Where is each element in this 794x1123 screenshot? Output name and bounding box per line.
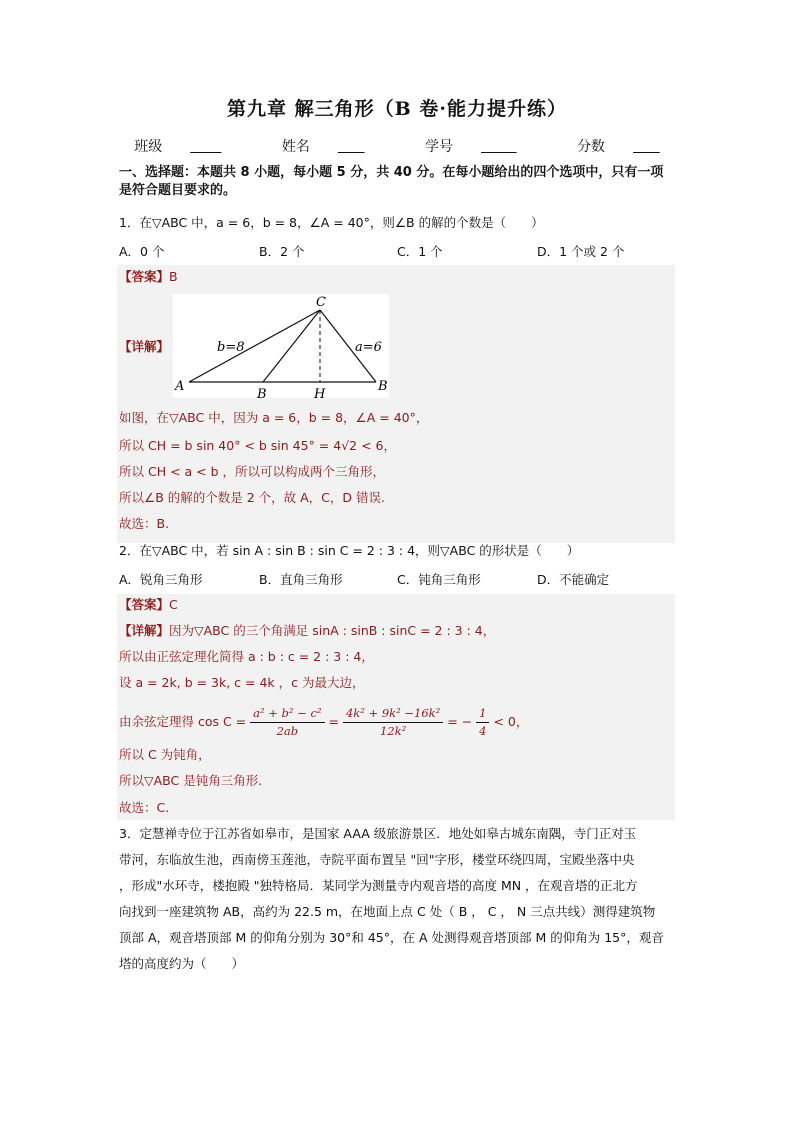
class-label: 班级: [134, 139, 163, 155]
q1-detail-tag: 【详解】: [119, 339, 170, 354]
q2-option-b: B．直角三角形: [259, 572, 343, 587]
name-blank: [338, 139, 365, 155]
frac2-numerator: 4k² + 9k² −16k²: [343, 705, 443, 723]
q2-fraction-equals: = −: [447, 714, 473, 729]
frac1-numerator: a² + b² − c²: [250, 705, 324, 723]
q3-line-4: 向找到一座建筑物 AB，高约为 22.5 m，在地面上点 C 处（ B ， C ， N 三点共线）测得建筑物: [119, 904, 656, 919]
q1-detail-line-1: 如图，在▽ABC 中，因为 a = 6，b = 8，∠A = 40°，: [119, 410, 429, 425]
q2-answer-tag: 【答案】: [119, 597, 170, 612]
label-a: A: [175, 379, 185, 394]
q1-detail-line-2: 所以 CH = b sin 40° < b sin 45° = 4√2 < 6，: [119, 438, 396, 453]
q2-detail-line-7: 故选：C.: [119, 800, 170, 815]
q2-detail-line-1: [119, 622, 495, 640]
q2-detail-line-5: 所以 C 为钝角，: [119, 747, 211, 762]
label-b-outer: B: [378, 379, 388, 394]
label-c: C: [316, 295, 326, 310]
q3-line-3: ，形成"水环寺，楼抱殿 "独特格局．某同学为测量寺内观音塔的高度 MN ，在观音塔的正北方: [119, 878, 638, 893]
q2-detail-text-1: 因为▽ABC 的三个角满足 sinA : sinB : sinC = 2 : 3 : 4，: [169, 623, 496, 638]
q1-detail-line-3: 所以 CH < a < b ，所以可以构成两个三角形，: [119, 464, 386, 479]
q3-line-1: 3．定慧禅寺位于江苏省如皋市，是国家 AAA 级旅游景区．地处如皋古城东南隅，寺门正对玉: [119, 826, 637, 841]
side-a-left: [263, 310, 320, 382]
label-side-a: a=6: [355, 340, 382, 355]
id-field: [411, 139, 531, 155]
q2-cosine-prefix: 由余弦定理得 cos C =: [119, 714, 247, 729]
q2-fraction-2: [343, 705, 443, 740]
q1-answer-value: B: [169, 269, 178, 284]
q1-stem: 1．在▽ABC 中，a = 6，b = 8，∠A = 40°，则∠B 的解的个数是（ ）: [119, 215, 544, 230]
q1-detail-line-4: 所以∠B 的解的个数是 2 个，故 A，C，D 错误.: [119, 490, 385, 505]
q1-detail-line-5: 故选：B.: [119, 516, 170, 531]
q1-option-c: C．1 个: [397, 244, 443, 259]
q2-detail-line-2: 所以由正弦定理化简得 a : b : c = 2 : 3 : 4，: [119, 649, 374, 664]
q1-option-d: D．1 个或 2 个: [537, 244, 625, 259]
page-title: 第九章 解三角形（B 卷·能力提升练）: [227, 98, 567, 120]
q1-answer-tag: 【答案】: [119, 269, 170, 284]
score-blank: [633, 139, 660, 155]
q2-fraction-1: [250, 705, 324, 740]
score-field: [563, 139, 674, 155]
label-h: H: [314, 387, 326, 398]
id-blank: [481, 139, 517, 155]
q2-detail-line-4: 由余弦定理得 cos C = $\frac{\text{a² + b² − c²}}{2ab}$ = $\frac{\text{4k² + 9k² −16k²}}{\text{12k²}}$ = − $\frac{1}{4}$ < 0，: [119, 706, 529, 738]
section-heading-line1: 一、选择题：本题共 8 小题，每小题 5 分，共 40 分。在每小题给出的四个选项中，只有一项: [119, 165, 664, 180]
q2-option-c: C．钝角三角形: [397, 572, 481, 587]
q2-detail-line-3: 设 a = 2k, b = 3k, c = 4k ，c 为最大边，: [119, 675, 365, 690]
frac1-denominator: 2ab: [276, 724, 299, 738]
frac3-numerator: 1: [476, 705, 489, 723]
class-field: [120, 139, 235, 155]
q2-answer-value: C: [169, 597, 178, 612]
q2-fraction-3: [476, 705, 489, 740]
side-b: [189, 310, 320, 382]
q3-line-2: 带河，东临放生池，西南傍玉莲池，寺院平面布置呈 "回"字形，楼堂环绕四周，宝殿坐落中央: [119, 852, 635, 867]
q2-answer: [119, 596, 178, 614]
triangle-figure: [173, 294, 389, 398]
triangle-diagram: [173, 294, 389, 398]
q2-detail-tag: 【详解】: [119, 623, 170, 638]
q2-detail-line-6: 所以▽ABC 是钝角三角形.: [119, 773, 263, 788]
student-info-line: [0, 136, 794, 156]
score-label: 分数: [577, 139, 606, 155]
class-blank: [190, 139, 221, 155]
frac2-denominator: 12k²: [380, 724, 407, 738]
id-label: 学号: [425, 139, 453, 155]
name-label: 姓名: [281, 139, 310, 155]
q3-line-5: 顶部 A，观音塔顶部 M 的仰角分别为 30°和 45°，在 A 处测得观音塔顶部 M 的仰角为 15°，观音: [119, 930, 664, 945]
frac3-denominator: 4: [479, 724, 487, 738]
label-b-inner: B: [257, 387, 267, 398]
q3-line-6: 塔的高度约为（ ）: [119, 956, 245, 971]
q2-option-a: A．锐角三角形: [119, 572, 203, 587]
q2-stem: 2．在▽ABC 中，若 sin A : sin B : sin C = 2 : 3 : 4，则▽ABC 的形状是（ ）: [119, 543, 580, 558]
q1-answer: [119, 268, 178, 286]
q2-fraction-end: < 0，: [493, 714, 529, 729]
section-heading-line2: 是符合题目要求的。: [119, 183, 237, 198]
q1-option-b: B．2 个: [259, 244, 305, 259]
q2-option-d: D．不能确定: [537, 572, 610, 587]
q1-option-a: A．0 个: [119, 244, 165, 259]
name-field: [268, 139, 379, 155]
label-side-b: b=8: [217, 340, 245, 355]
